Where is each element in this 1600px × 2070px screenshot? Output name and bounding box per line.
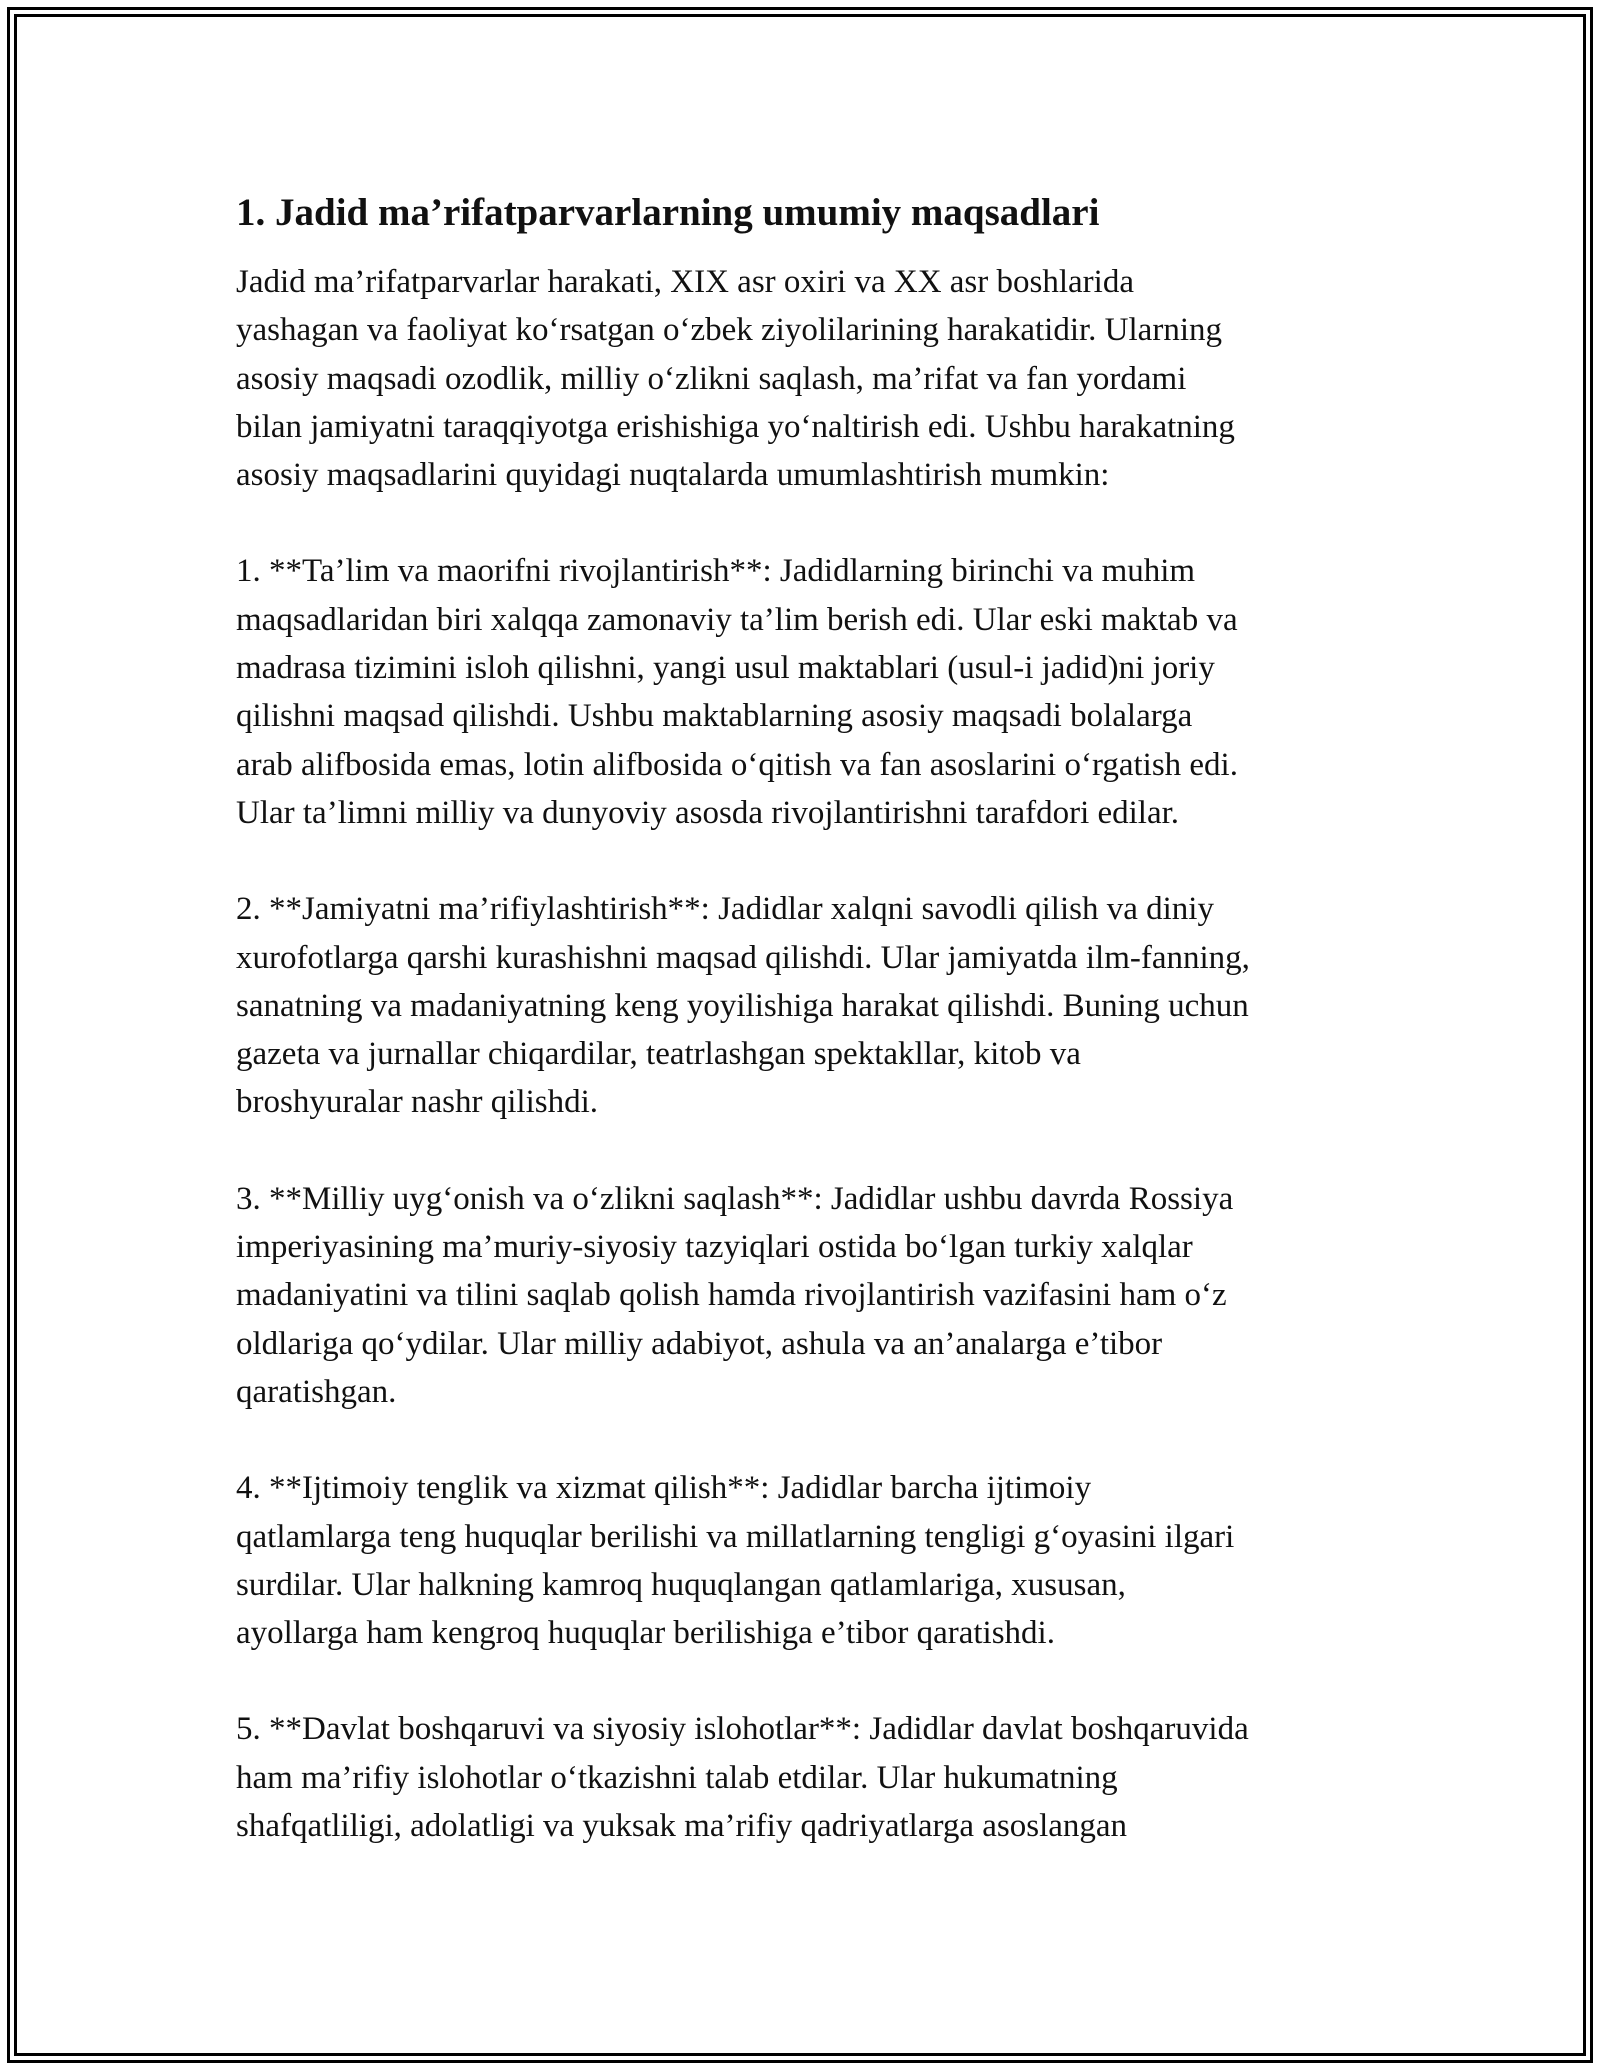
document-body xyxy=(236,186,1386,1850)
point-4-paragraph: 4. **Ijtimoiy tenglik va xizmat qilish**: Jadidlar barcha ijtimoiy qatlamlarga teng huquqlar berilishi va millatlarning tengligi g‘oyasini ilgari surdilar. Ular halkning kamroq huquqlangan qatlamlariga, xususan, ayollarga ham kengroq huquqlar berilishiga e’tibor qaratishdi. xyxy=(236,1470,1235,1652)
document-title: 1. Jadid ma’rifatparvarlarning umumiy maqsadlari xyxy=(236,191,1100,234)
point-1-paragraph: 1. **Ta’lim va maorifni rivojlantirish**: Jadidlarning birinchi va muhim maqsadlaridan biri xalqqa zamonaviy ta’lim berish edi. Ular eski maktab va madrasa tizimini isloh qilishni, yangi usul maktablari (usul-i jadid)ni joriy qilishni maqsad qilishdi. Ushbu maktablarning asosiy maqsadi bolalarga arab alifbosida emas, lotin alifbosida o‘qitish va fan asoslarini o‘rgatish edi. Ular ta’limni milliy va dunyoviy asosda rivojlantirishni tarafdori edilar. xyxy=(236,553,1238,831)
point-3-paragraph: 3. **Milliy uyg‘onish va o‘zlikni saqlash**: Jadidlar ushbu davrda Rossiya imperiyasining ma’muriy-siyosiy tazyiqlari ostida bo‘lgan turkiy xalqlar madaniyatini va tilini saqlab qolish hamda rivojlantirish vazifasini ham o‘z oldlariga qo‘ydilar. Ular milliy adabiyot, ashula va an’analarga e’tibor qaratishgan. xyxy=(236,1180,1234,1410)
point-5-paragraph: 5. **Davlat boshqaruvi va siyosiy islohotlar**: Jadidlar davlat boshqaruvida ham ma’rifiy islohotlar o‘tkazishni talab etdilar. Ular hukumatning shafqatliligi, adolatligi va yuksak ma’rifiy qadriyatlarga asoslangan xyxy=(236,1711,1249,1845)
intro-paragraph: Jadid ma’rifatparvarlar harakati, XIX asr oxiri va XX asr boshlarida yashagan va faoliyat ko‘rsatgan o‘zbek ziyolilarining harakatidir. Ularning asosiy maqsadi ozodlik, milliy o‘zlikni saqlash, ma’rifat va fan yordami bilan jamiyatni taraqqiyotga erishishiga yo‘naltirish edi. Ushbu harakatning asosiy maqsadlarini quyidagi nuqtalarda umumlashtirish mumkin: xyxy=(236,264,1235,494)
point-2-paragraph: 2. **Jamiyatni ma’rifiylashtirish**: Jadidlar xalqni savodli qilish va diniy xurofotlarga qarshi kurashishni maqsad qilishdi. Ular jamiyatda ilm-fanning, sanatning va madaniyatning keng yoyilishiga harakat qilishdi. Buning uchun gazeta va jurnallar chiqardilar, teatrlashgan spektakllar, kitob va broshyuralar nashr qilishdi. xyxy=(236,891,1250,1121)
